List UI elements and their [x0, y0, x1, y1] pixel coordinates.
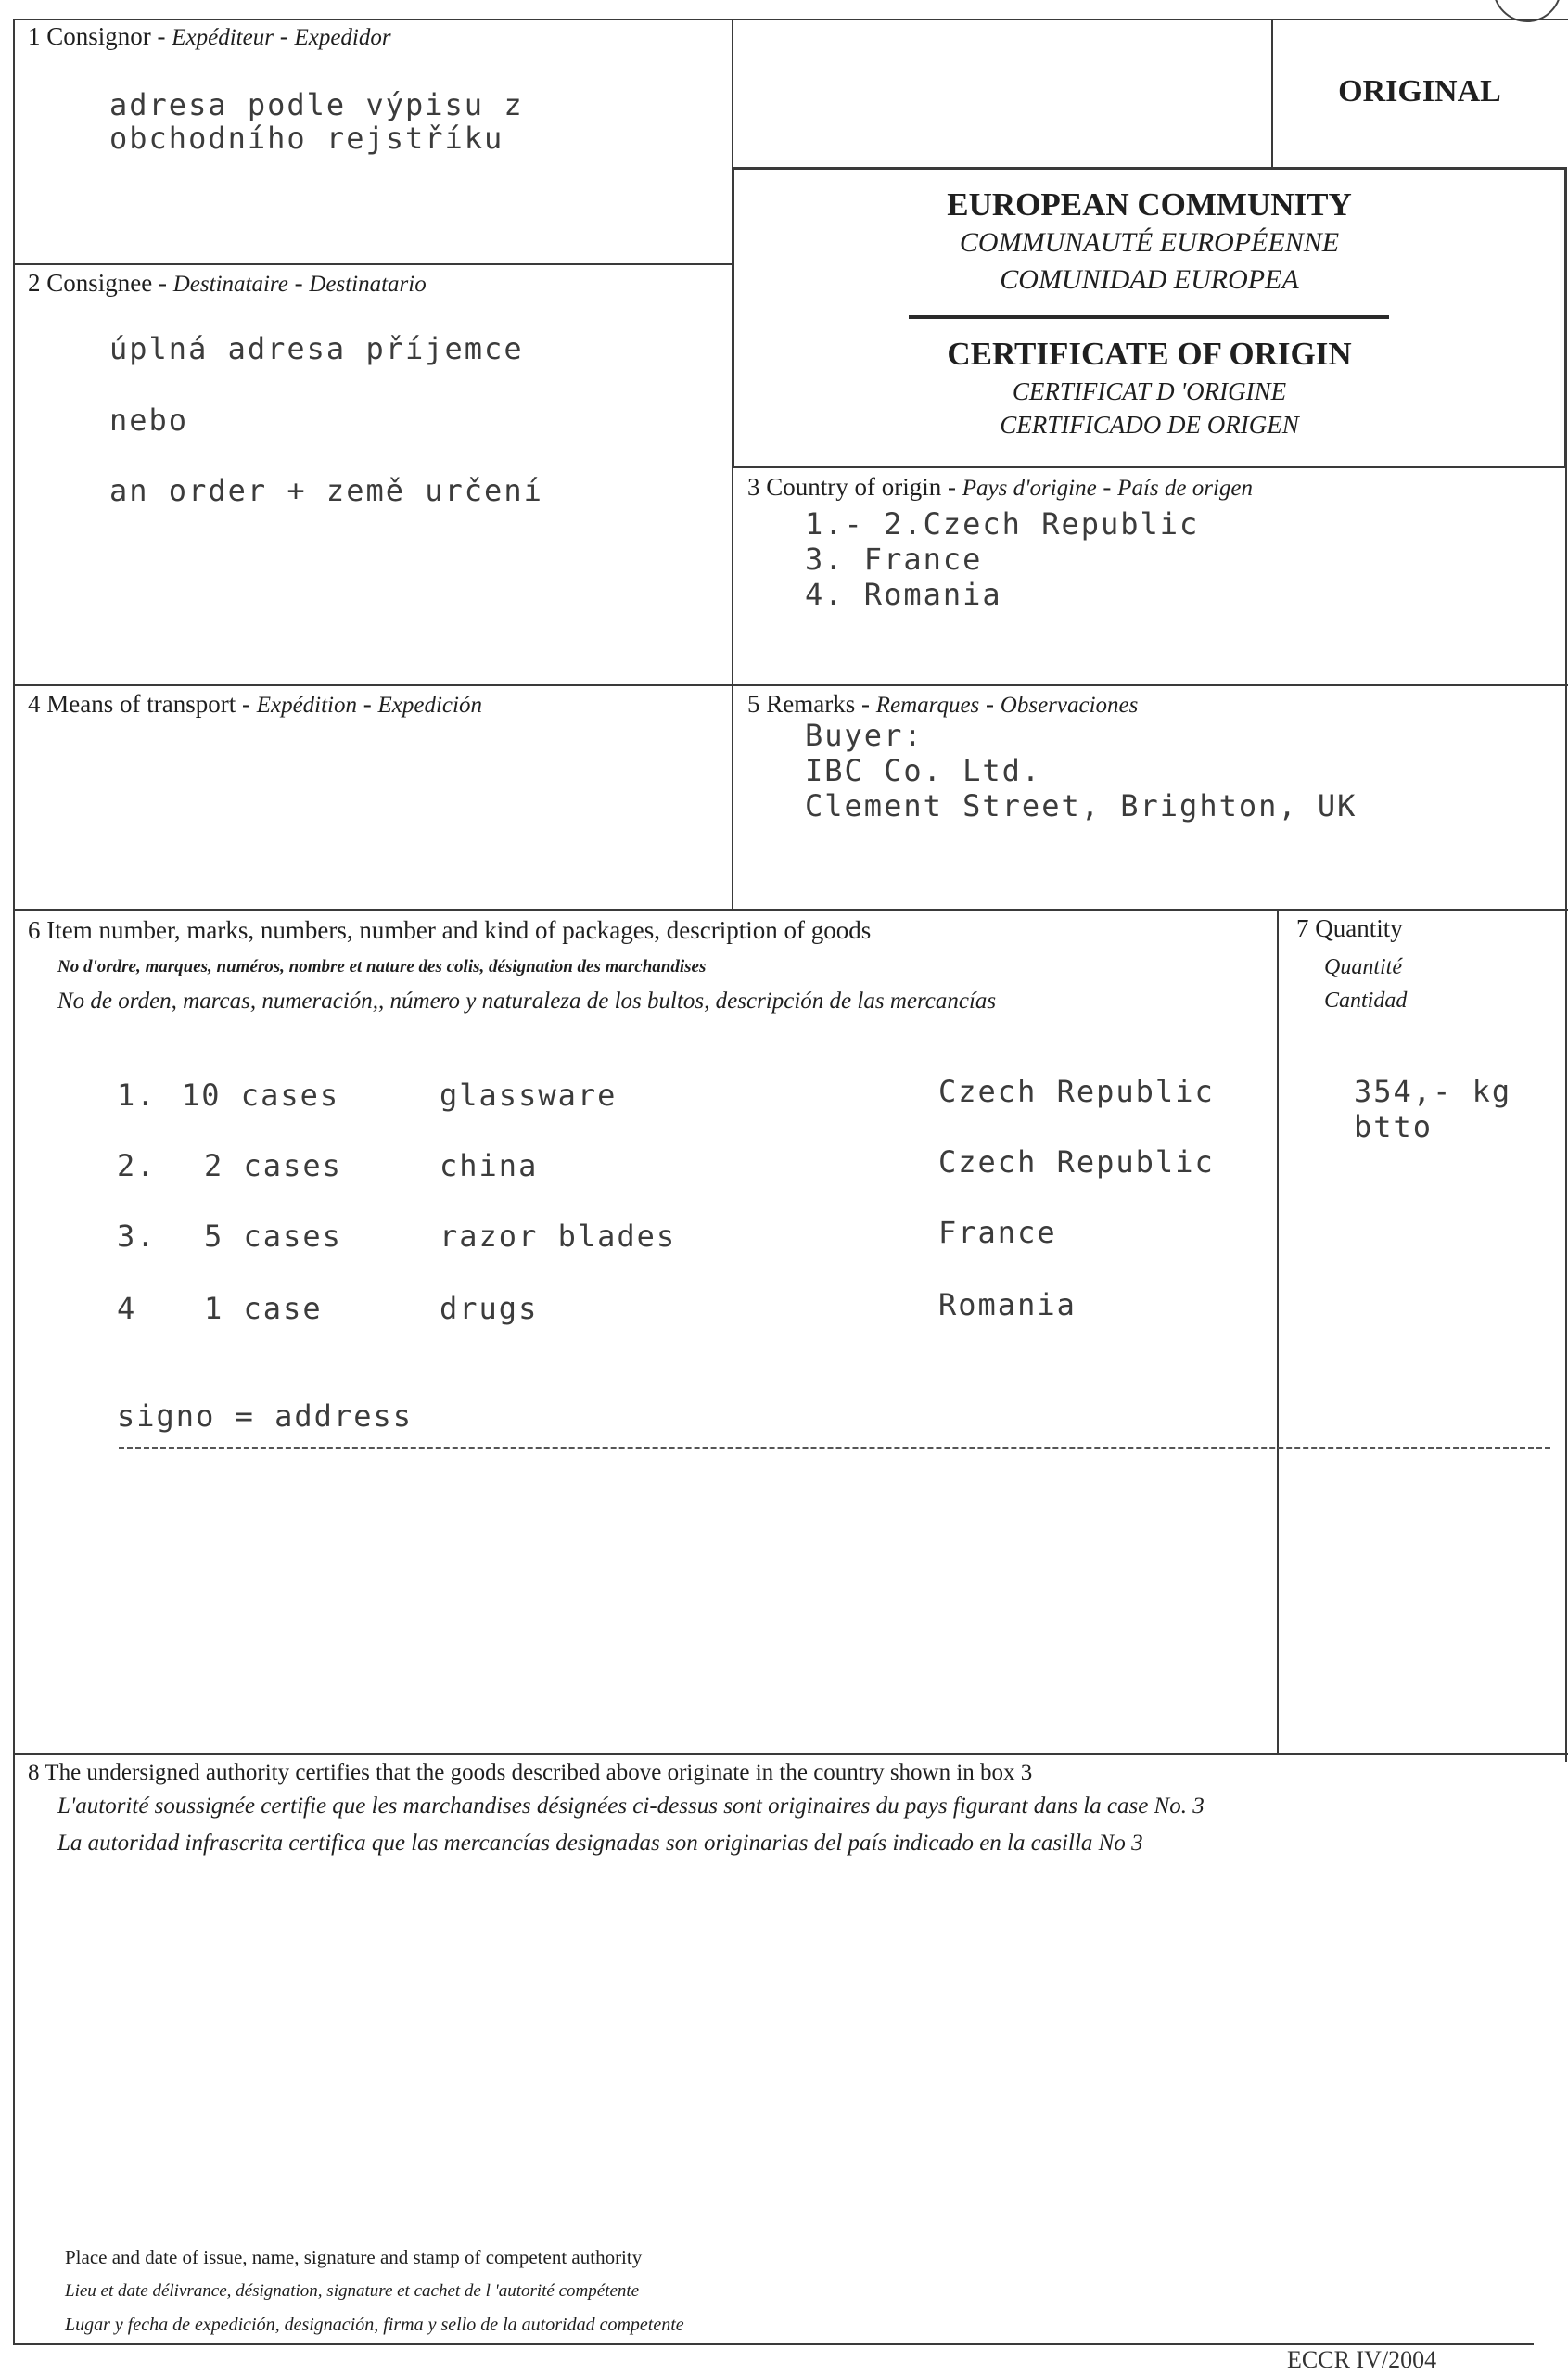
box8-line-en: 8 The undersigned authority certifies that the goods described above originate in the country shown in box 3: [28, 1760, 1033, 1785]
item-country: France: [938, 1215, 1057, 1250]
item-country: Czech Republic: [938, 1074, 1215, 1109]
form-border-top: [13, 19, 1568, 20]
consignee-line-3: an order + země určení: [109, 473, 543, 508]
item-packages: 2 cases: [204, 1148, 342, 1183]
origin-line-3: 4. Romania: [805, 577, 1002, 612]
item-number: 1.: [117, 1078, 157, 1113]
consignee-line-2: nebo: [109, 402, 189, 438]
box6-label-en: 6 Item number, marks, numbers, number and kind of packages, description of goods: [28, 916, 872, 944]
original-label: ORIGINAL: [1338, 74, 1501, 108]
item-description: drugs: [440, 1291, 539, 1326]
box7-label-es: Cantidad: [1324, 989, 1408, 1013]
row4-bottom: [13, 1753, 1568, 1755]
title-separator: [909, 315, 1389, 319]
place-date-fr: Lieu et date délivrance, désignation, signature et cachet de l 'autorité compétente: [65, 2281, 640, 2301]
item-number: 4: [117, 1291, 137, 1326]
box8-line-fr: L'autorité soussignée certifie que les marchandises désignées ci-dessus sont originaires du pays figurant dans la case No. 3: [57, 1793, 1205, 1819]
box7-label-en: 7 Quantity: [1296, 914, 1403, 942]
box6-label-fr: No d'ordre, marques, numéros, nombre et nature des colis, désignation des marchandises: [57, 957, 707, 976]
form-code: ECCR IV/2004: [1287, 2346, 1437, 2373]
item-country: Romania: [938, 1287, 1077, 1322]
row3-bottom: [13, 909, 1568, 911]
row2-bottom: [13, 684, 1568, 686]
co-title-es: CERTIFICADO DE ORIGEN: [1000, 411, 1299, 439]
item-description: glassware: [440, 1078, 618, 1113]
box5-label: 5 Remarks - Remarques - Observaciones: [747, 690, 1139, 718]
ec-title-en: EUROPEAN COMMUNITY: [947, 186, 1352, 223]
co-title-en: CERTIFICATE OF ORIGIN: [947, 336, 1352, 372]
box2-label: 2 Consignee - Destinataire - Destinatario: [28, 269, 427, 297]
item-number: 3.: [117, 1219, 157, 1254]
origin-line-2: 3. France: [805, 542, 983, 577]
consignee-line-1: úplná adresa příjemce: [109, 331, 524, 366]
item-country: Czech Republic: [938, 1144, 1215, 1180]
box7-label-fr: Quantité: [1324, 955, 1402, 979]
consignor-address-line-2: obchodního rejstříku: [109, 121, 504, 156]
box6-label-es: No de orden, marcas, numeración,, número y naturaleza de los bultos, descripción de las mercancías: [57, 989, 997, 1014]
item-packages: 5 cases: [204, 1219, 342, 1254]
box4-label: 4 Means of transport - Expédition - Expedición: [28, 690, 482, 718]
co-title-block: [734, 334, 1564, 441]
item-number: 2.: [117, 1148, 157, 1183]
place-date-en: Place and date of issue, name, signature and stamp of competent authority: [65, 2246, 643, 2268]
item-description: razor blades: [440, 1219, 677, 1254]
title-panel-text: [734, 185, 1564, 299]
consignor-address-line-1: adresa podle výpisu z: [109, 87, 524, 122]
ec-title-fr: COMMUNAUTÉ EUROPÉENNE: [959, 227, 1340, 258]
signo-line: signo = address: [117, 1398, 413, 1434]
box8-line-es: La autoridad infrascrita certifica que las mercancías designadas son originarias del país indicado en la casilla No 3: [57, 1831, 1143, 1856]
ec-title-es: COMUNIDAD EUROPEA: [1000, 264, 1299, 295]
form-border-bottom: [13, 2343, 1534, 2345]
item-packages: 10 cases: [182, 1078, 340, 1113]
remarks-line-1: Buyer:: [805, 718, 924, 753]
origin-line-1: 1.- 2.Czech Republic: [805, 506, 1200, 542]
quantity-unit: btto: [1354, 1109, 1434, 1144]
item-description: china: [440, 1148, 539, 1183]
co-title-fr: CERTIFICAT D 'ORIGINE: [1012, 377, 1287, 405]
place-date-es: Lugar y fecha de expedición, designación, firma y sello de la autoridad competente: [65, 2315, 684, 2335]
box1-bottom: [13, 263, 733, 265]
quantity-value: 354,- kg: [1354, 1074, 1512, 1109]
remarks-line-3: Clement Street, Brighton, UK: [805, 788, 1358, 823]
box3-label: 3 Country of origin - Pays d'origine - País de origen: [747, 473, 1253, 501]
closing-dashed-line: [119, 1447, 1550, 1449]
item-packages: 1 case: [204, 1291, 323, 1326]
box1-label: 1 Consignor - Expéditeur - Expedidor: [28, 22, 391, 50]
remarks-line-2: IBC Co. Ltd.: [805, 753, 1042, 788]
box7-divider: [1277, 909, 1279, 1755]
form-border-left: [13, 19, 15, 2344]
